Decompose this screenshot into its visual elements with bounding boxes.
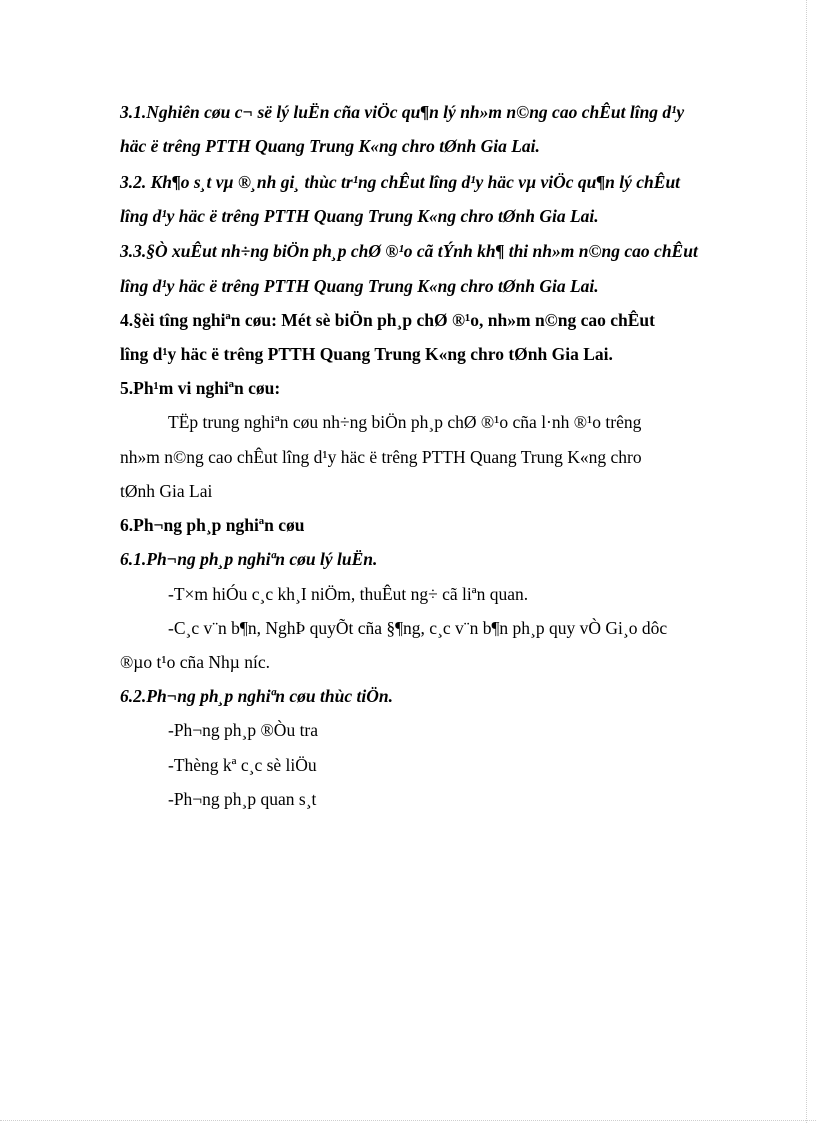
section-6-1-item-1: -T×m hiÓu c¸c kh¸I niÖm, thuÊut ng÷ cã liªn quan.: [168, 584, 529, 604]
objective-3-1-line-2: häc ë trêng PTTH Quang Trung K«ng chro tØnh Gia Lai.: [120, 136, 540, 156]
section-6-2-item-3: -Ph¬ng ph¸p quan s¸t: [168, 789, 317, 809]
section-5-heading: 5.Ph¹m vi nghiªn cøu:: [120, 378, 281, 398]
page-edge-bottom: [0, 1120, 816, 1121]
section-4-heading-line-1: 4.§èi tîng nghiªn cøu: Mét sè biÖn ph¸p chØ ®¹o, nh»m n©ng cao chÊut: [120, 310, 655, 330]
objective-3-2-line-1: 3.2. Kh¶o s¸t vµ ®¸nh gi¸ thùc tr¹ng chÊut lîng d¹y häc vµ viÖc qu¶n lý chÊut: [120, 172, 681, 192]
page-edge-right: [806, 0, 807, 1123]
objective-3-3-line-2: lîng d¹y häc ë trêng PTTH Quang Trung K«ng chro tØnh Gia Lai.: [120, 276, 599, 296]
section-6-heading: 6.Ph¬ng ph¸p nghiªn cøu: [120, 515, 305, 535]
section-6-1-item-2-line-2: ®µo t¹o cña Nhµ níc.: [120, 652, 270, 672]
objective-3-3-line-1: 3.3.§Ò xuÊut nh÷ng biÖn ph¸p chØ ®¹o cã tÝnh kh¶ thi nh»m n©ng cao chÊut: [120, 241, 698, 261]
objective-3-1-line-1: 3.1.Nghiên cøu c¬ së lý luËn cña viÖc qu¶n lý nh»m n©ng cao chÊut lîng d¹y: [120, 102, 685, 122]
section-5-paragraph-line-1: TËp trung nghiªn cøu nh÷ng biÖn ph¸p chØ ®¹o cña l·nh ®¹o trêng: [168, 412, 642, 432]
section-6-1-item-2-line-1: -C¸c v¨n b¶n, NghÞ quyÕt cña §¶ng, c¸c v¨n b¶n ph¸p quy vÒ Gi¸o dôc: [168, 618, 668, 638]
section-6-1-heading: 6.1.Ph¬ng ph¸p nghiªn cøu lý luËn.: [120, 549, 378, 569]
section-6-2-heading: 6.2.Ph¬ng ph¸p nghiªn cøu thùc tiÖn.: [120, 686, 393, 706]
section-6-2-item-1: -Ph¬ng ph¸p ®Òu tra: [168, 720, 319, 740]
section-6-2-item-2: -Thèng kª c¸c sè liÖu: [168, 755, 317, 775]
objective-3-2-line-2: lîng d¹y häc ë trêng PTTH Quang Trung K«ng chro tØnh Gia Lai.: [120, 206, 599, 226]
section-5-paragraph-line-3: tØnh Gia Lai: [120, 481, 213, 501]
section-4-heading-line-2: lîng d¹y häc ë trêng PTTH Quang Trung K«ng chro tØnh Gia Lai.: [120, 344, 613, 364]
section-5-paragraph-line-2: nh»m n©ng cao chÊut lîng d¹y häc ë trêng PTTH Quang Trung K«ng chro: [120, 447, 642, 467]
